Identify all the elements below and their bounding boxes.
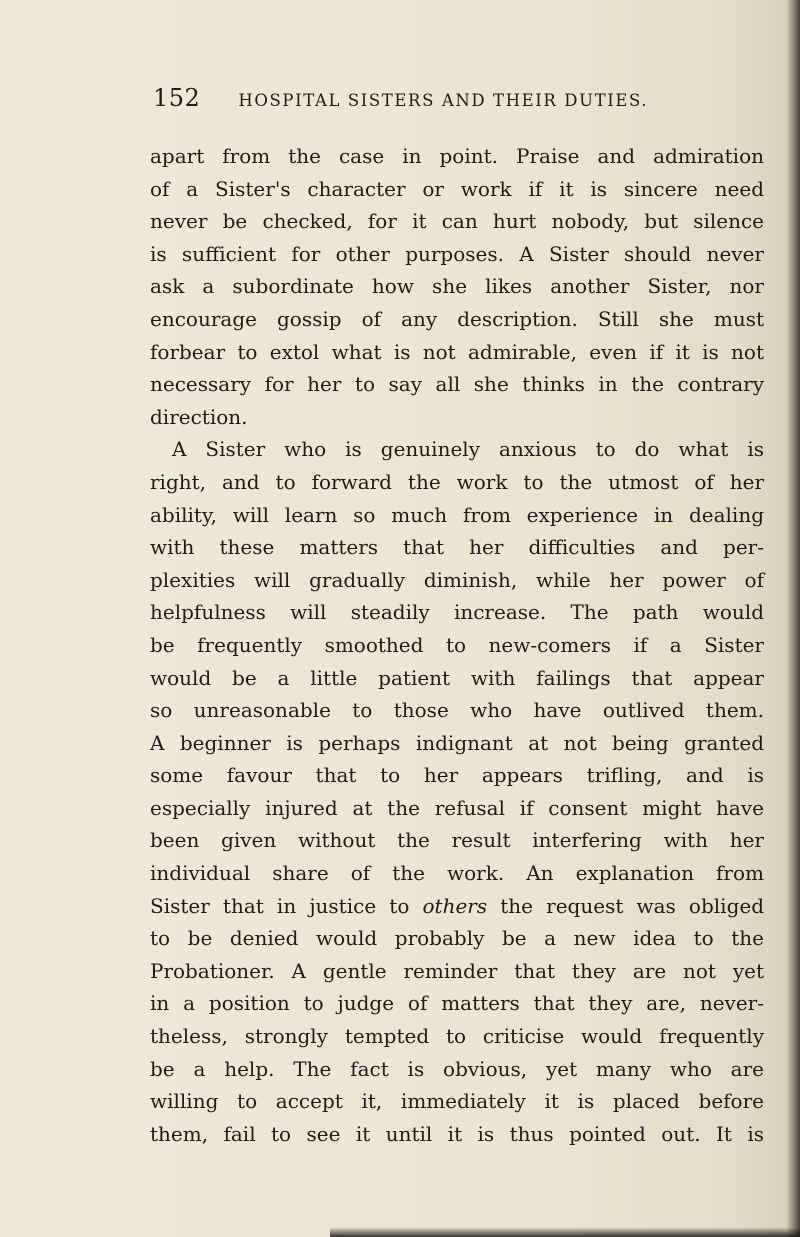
page-binding-shadow <box>786 0 800 1237</box>
text-line: willing to accept it, immediately it is placed before <box>150 1089 764 1114</box>
text-line: theless, strongly tempted to criticise would frequently <box>150 1024 764 1049</box>
running-head: HOSPITAL SISTERS AND THEIR DUTIES. <box>238 91 649 110</box>
text-line: in a position to judge of matters that they are, never- <box>150 991 764 1016</box>
text-line-prefix: Sister that in justice to <box>150 893 423 918</box>
text-line: apart from the case in point. Praise and admiration <box>150 144 764 168</box>
page-bottom-shadow <box>330 1227 800 1237</box>
text-line: ability, will learn so much from experience in dealing <box>150 502 764 527</box>
text-line: encourage gossip of any description. Still she must <box>150 306 764 331</box>
italic-word: others <box>422 893 488 918</box>
text-line: be a help. The fact is obvious, yet many who are <box>150 1056 764 1081</box>
text-line: been given without the result interfering with her <box>150 828 764 853</box>
text-line: direction. <box>150 404 248 429</box>
body-text <box>150 140 780 1150</box>
paragraph-start-line: A Sister who is genuinely anxious to do what is <box>172 437 764 462</box>
text-line: A beginner is perhaps indignant at not being granted <box>150 730 764 755</box>
text-line: helpfulness will steadily increase. The path would <box>150 600 764 625</box>
text-line-with-italic <box>150 890 764 923</box>
text-line: of a Sister's character or work if it is sincere need <box>150 176 764 201</box>
text-line: plexities will gradually diminish, while her power of <box>150 567 764 592</box>
text-line-suffix: the request was obliged <box>500 893 765 918</box>
text-line: so unreasonable to those who have outlived them. <box>150 698 764 723</box>
text-line: necessary for her to say all she thinks in the contrary <box>150 372 764 397</box>
text-line: to be denied would probably be a new idea to the <box>150 926 764 951</box>
text-line: forbear to extol what is not admirable, even if it is not <box>150 339 764 364</box>
text-line: individual share of the work. An explanation from <box>150 861 764 886</box>
text-line: is sufficient for other purposes. A Sister should never <box>150 241 764 266</box>
text-line: would be a little patient with failings that appear <box>150 665 764 690</box>
page-number: 152 <box>153 84 201 112</box>
text-line: some favour that to her appears trifling, and is <box>150 763 764 788</box>
text-line: be frequently smoothed to new-comers if a Sister <box>150 632 764 657</box>
text-line: especially injured at the refusal if consent might have <box>150 795 764 820</box>
text-line: ask a subordinate how she likes another Sister, nor <box>150 274 764 299</box>
text-line: right, and to forward the work to the utmost of her <box>150 469 764 494</box>
text-line: them, fail to see it until it is thus pointed out. It is <box>150 1121 764 1146</box>
text-line: never be checked, for it can hurt nobody, but silence <box>150 209 764 234</box>
text-line: with these matters that her difficulties and per- <box>150 535 764 560</box>
text-line: Probationer. A gentle reminder that they are not yet <box>150 958 764 983</box>
page-header <box>153 84 753 118</box>
